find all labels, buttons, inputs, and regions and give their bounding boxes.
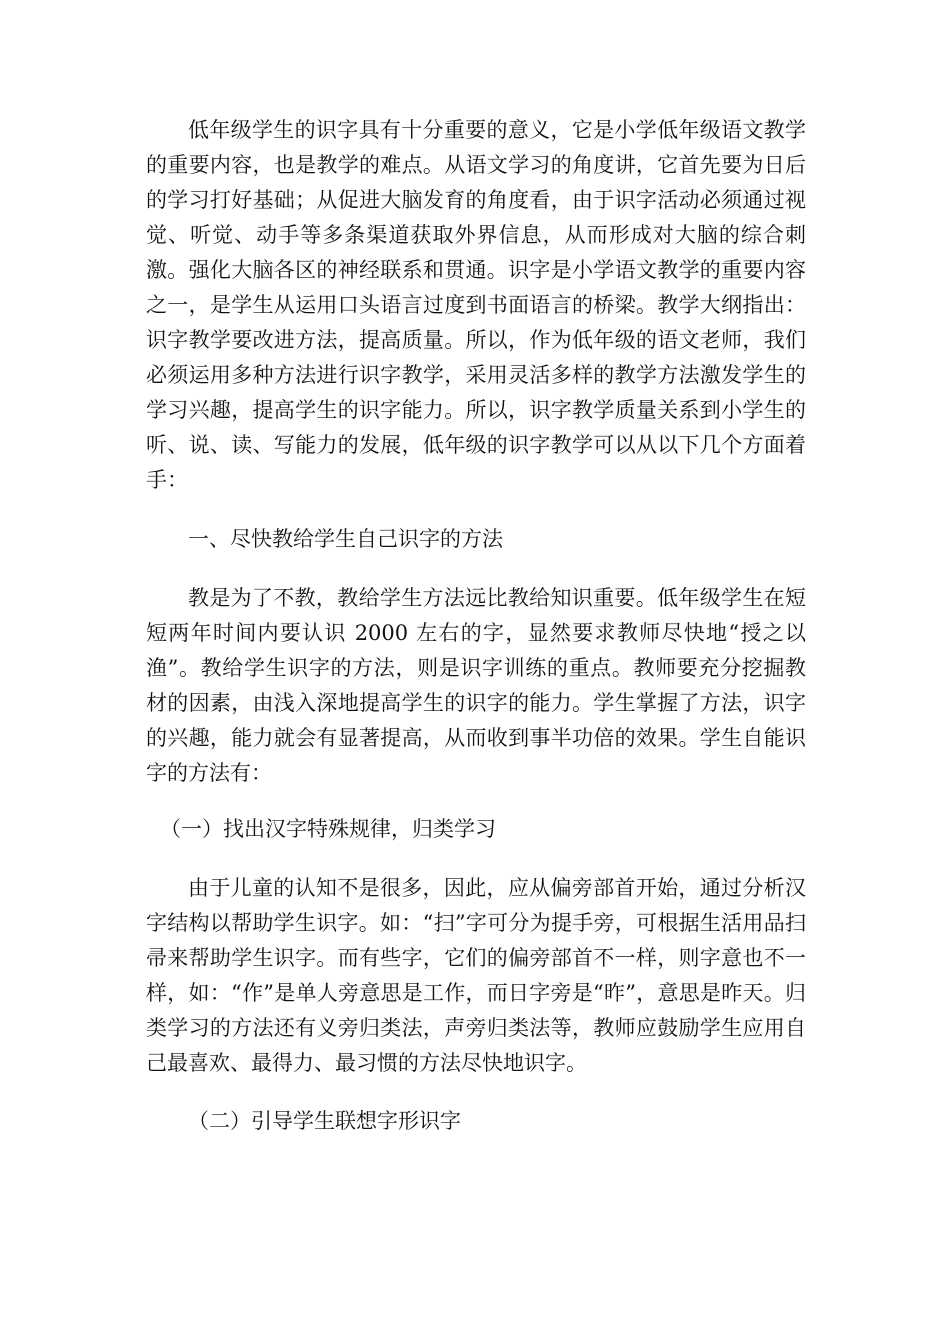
- section-1-paragraph: 教是为了不教，教给学生方法远比教给知识重要。低年级学生在短短两年时间内要认识 2000 左右的字，显然要求教师尽快地“授之以渔”。教给学生识字的方法，则是识字训练的重点。教师要充分挖掘教材的因素，由浅入深地提高学生的识字的能力。学生掌握了方法，识字的兴趣，能力就会有显著提高，从而收到事半功倍的效果。学生自能识字的方法有：: [146, 586, 806, 785]
- intro-paragraph: 低年级学生的识字具有十分重要的意义，它是小学低年级语文教学的重要内容，也是教学的难点。从语文学习的角度讲，它首先要为日后的学习打好基础；从促进大脑发育的角度看，由于识字活动必须通过视觉、听觉、动手等多条渠道获取外界信息，从而形成对大脑的综合刺激。强化大脑各区的神经联系和贯通。识字是小学语文教学的重要内容之一，是学生从运用口头语言过度到书面语言的桥梁。教学大纲指出：识字教学要改进方法，提高质量。所以，作为低年级的语文老师，我们必须运用多种方法进行识字教学，采用灵活多样的教学方法激发学生的学习兴趣，提高学生的识字能力。所以，识字教学质量关系到小学生的听、说、读、写能力的发展，低年级的识字教学可以从以下几个方面着手：: [146, 118, 806, 492]
- subsection-heading-1: （一）找出汉字特殊规律，归类学习: [160, 817, 496, 841]
- subsection-heading-2: （二）引导学生联想字形识字: [188, 1109, 461, 1133]
- section-heading-1: 一、尽快教给学生自己识字的方法: [188, 527, 503, 551]
- subsection-1-paragraph: 由于儿童的认知不是很多，因此，应从偏旁部首开始，通过分析汉字结构以帮助学生识字。如：“扫”字可分为提手旁，可根据生活用品扫帚来帮助学生识字。而有些字，它们的偏旁部首不一样，则字意也不一样，如：“作”是单人旁意思是工作，而日字旁是“昨”，意思是昨天。归类学习的方法还有义旁归类法，声旁归类法等，教师应鼓励学生应用自己最喜欢、最得力、最习惯的方法尽快地识字。: [146, 876, 806, 1075]
